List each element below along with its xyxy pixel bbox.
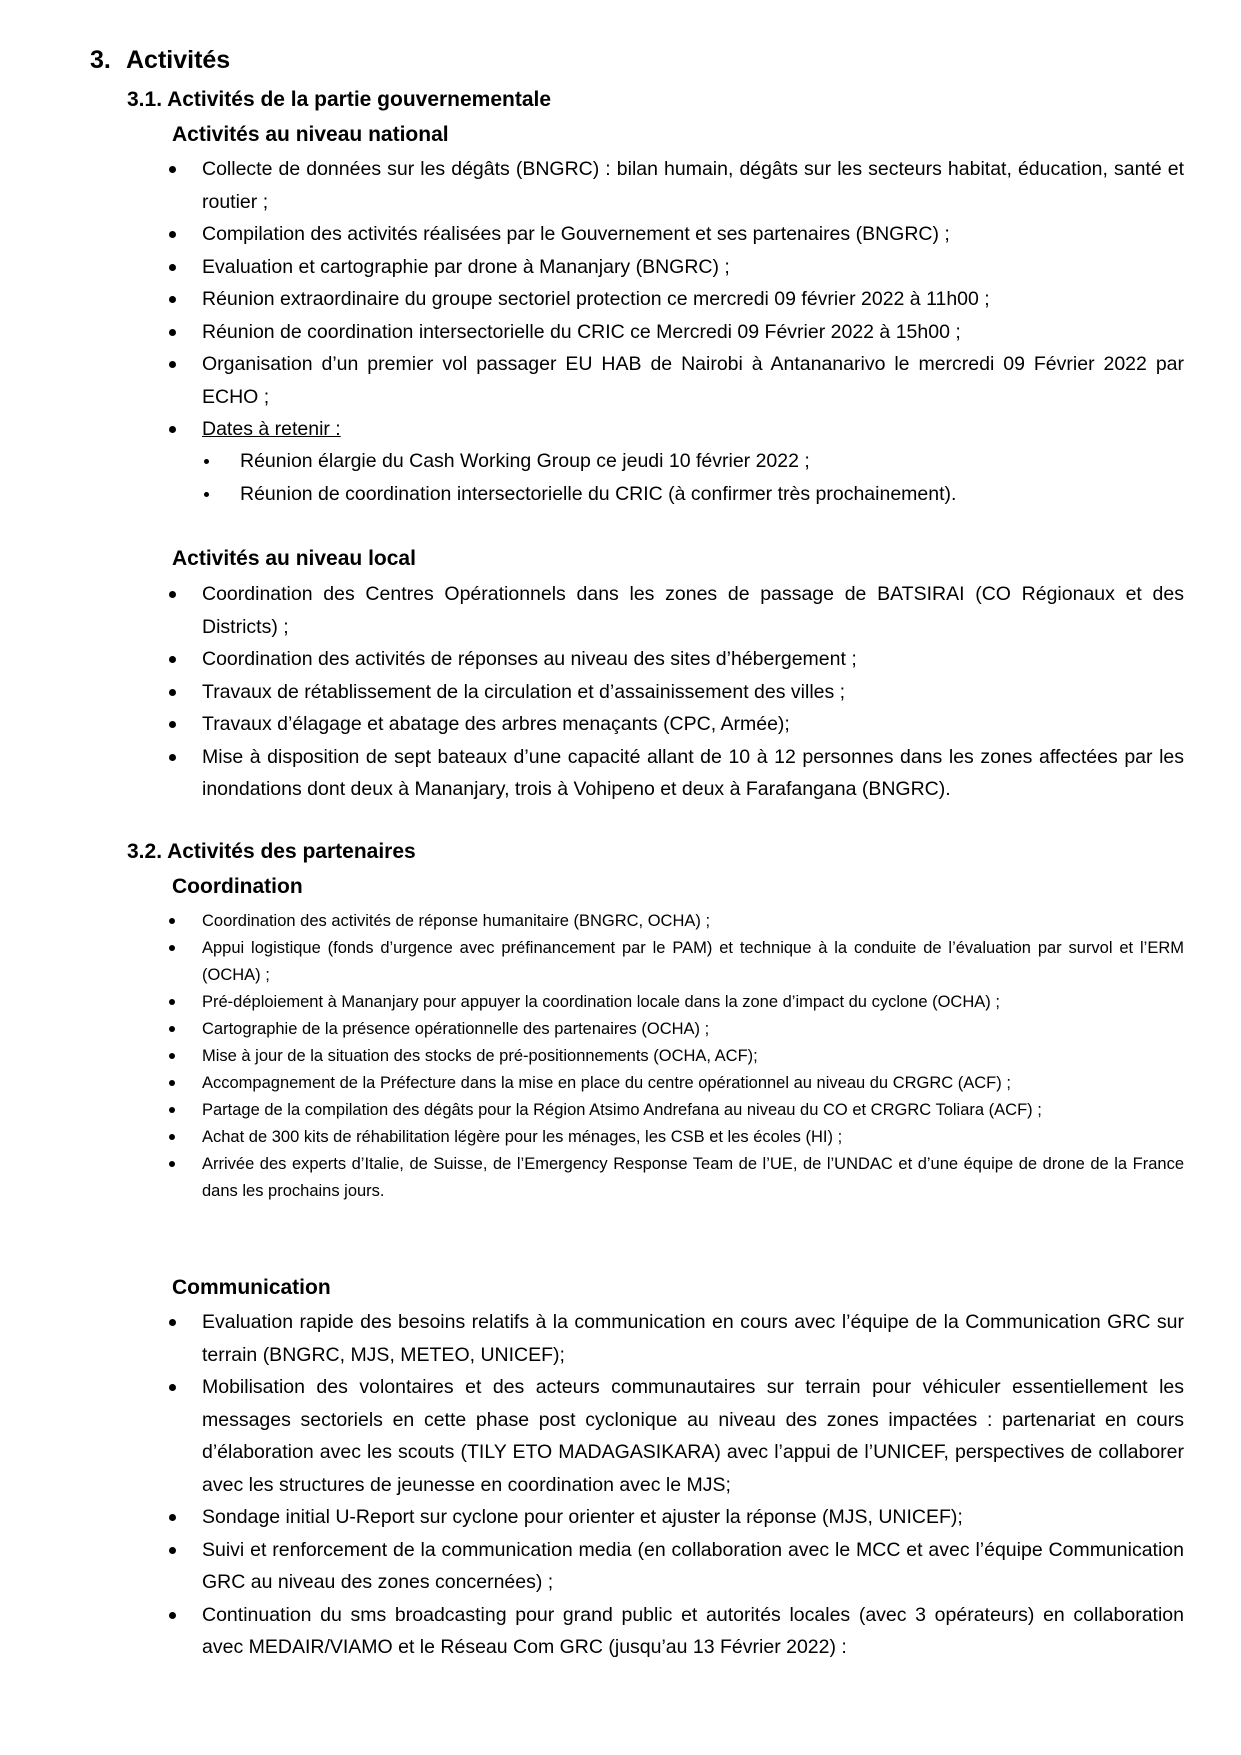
list-item: Cartographie de la présence opérationnelle des partenaires (OCHA) ; <box>202 1016 1184 1043</box>
bullet <box>169 1107 175 1113</box>
gov-heading: 3.1. Activités de la partie gouvernementale <box>127 88 552 111</box>
bullet <box>169 656 176 663</box>
list-item: Réunion de coordination intersectorielle du CRIC (à confirmer très prochainement). <box>240 478 1184 511</box>
list-item: Travaux de rétablissement de la circulation et d’assainissement des villes ; <box>202 676 1184 709</box>
list-item: Pré-déploiement à Mananjary pour appuyer la coordination locale dans la zone d’impact du cyclone (OCHA) ; <box>202 989 1184 1016</box>
list-item: Partage de la compilation des dégâts pour la Région Atsimo Andrefana au niveau du CO et CRGRC Toliara (ACF) ; <box>202 1097 1184 1124</box>
list-item: Accompagnement de la Préfecture dans la mise en place du centre opérationnel au niveau du CRGRC (ACF) ; <box>202 1070 1184 1097</box>
dates-label: Dates à retenir : <box>202 418 341 440</box>
bullet <box>169 1514 176 1521</box>
list-item: Coordination des activités de réponse humanitaire (BNGRC, OCHA) ; <box>202 908 1184 935</box>
section-number: 3. <box>90 46 111 74</box>
list-item: Appui logistique (fonds d’urgence avec préfinancement par le PAM) et technique à la conduite de l’évaluation par survol et l’ERM (OCHA) ; <box>202 935 1184 989</box>
list-item: Sondage initial U-Report sur cyclone pour orienter et ajuster la réponse (MJS, UNICEF); <box>202 1501 1184 1534</box>
coordination-heading: Coordination <box>172 875 303 898</box>
bullet <box>169 1384 176 1391</box>
list-item: Coordination des Centres Opérationnels dans les zones de passage de BATSIRAI (CO Régionaux et des Districts) ; <box>202 578 1184 643</box>
communication-list <box>202 1306 1184 1664</box>
bullet <box>169 945 175 951</box>
bullet <box>169 918 175 924</box>
list-item: Continuation du sms broadcasting pour grand public et autorités locales (avec 3 opérateurs) en collaboration avec MEDAIR/VIAMO et le Réseau Com GRC (jusqu’au 13 Février 2022) : <box>202 1599 1184 1664</box>
list-item: Evaluation et cartographie par drone à Mananjary (BNGRC) ; <box>202 251 1184 284</box>
bullet <box>169 591 176 598</box>
local-list <box>202 578 1184 806</box>
bullet <box>169 1319 176 1326</box>
list-item: Suivi et renforcement de la communication media (en collaboration avec le MCC et avec l’équipe Communication GRC au niveau des zones concernées) ; <box>202 1534 1184 1599</box>
national-list <box>202 153 1184 446</box>
bullet <box>169 754 176 761</box>
bullet <box>204 492 209 497</box>
section-title: Activités <box>126 46 231 74</box>
list-item: Mise à disposition de sept bateaux d’une capacité allant de 10 à 12 personnes dans les zones affectées par les inondations dont deux à Mananjary, trois à Vohipeno et deux à Farafangana (BNGRC). <box>202 741 1184 806</box>
list-item: Arrivée des experts d’Italie, de Suisse, de l’Emergency Response Team de l’UE, de l’UNDAC et d’une équipe de drone de la France dans les prochains jours. <box>202 1151 1184 1205</box>
bullet <box>169 1612 176 1619</box>
national-heading: Activités au niveau national <box>172 123 449 146</box>
bullet <box>169 264 176 271</box>
list-item: Organisation d’un premier vol passager EU HAB de Nairobi à Antananarivo le mercredi 09 Février 2022 par ECHO ; <box>202 348 1184 413</box>
list-item: Réunion extraordinaire du groupe sectoriel protection ce mercredi 09 février 2022 à 11h00 ; <box>202 283 1184 316</box>
bullet <box>169 721 176 728</box>
bullet <box>169 1053 175 1059</box>
list-item: Evaluation rapide des besoins relatifs à la communication en cours avec l’équipe de la Communication GRC sur terrain (BNGRC, MJS, METEO, UNICEF); <box>202 1306 1184 1371</box>
partners-heading: 3.2. Activités des partenaires <box>127 840 416 863</box>
communication-heading: Communication <box>172 1276 331 1299</box>
bullet <box>169 231 176 238</box>
bullet <box>169 426 176 433</box>
bullet <box>169 999 175 1005</box>
bullet <box>204 459 209 464</box>
list-item <box>202 413 1184 446</box>
list-item: Travaux d’élagage et abatage des arbres menaçants (CPC, Armée); <box>202 708 1184 741</box>
bullet <box>169 1134 175 1140</box>
local-heading: Activités au niveau local <box>172 547 416 570</box>
dates-list <box>240 445 1184 510</box>
list-item: Achat de 300 kits de réhabilitation légère pour les ménages, les CSB et les écoles (HI) ; <box>202 1124 1184 1151</box>
list-item: Coordination des activités de réponses au niveau des sites d’hébergement ; <box>202 643 1184 676</box>
coordination-list <box>202 908 1184 1205</box>
list-item: Réunion de coordination intersectorielle du CRIC ce Mercredi 09 Février 2022 à 15h00 ; <box>202 316 1184 349</box>
bullet <box>169 1161 175 1167</box>
list-item: Réunion élargie du Cash Working Group ce jeudi 10 février 2022 ; <box>240 445 1184 478</box>
bullet <box>169 689 176 696</box>
list-item: Collecte de données sur les dégâts (BNGRC) : bilan humain, dégâts sur les secteurs habitat, éducation, santé et routier ; <box>202 153 1184 218</box>
list-item: Compilation des activités réalisées par le Gouvernement et ses partenaires (BNGRC) ; <box>202 218 1184 251</box>
bullet <box>169 166 176 173</box>
list-item: Mise à jour de la situation des stocks de pré-positionnements (OCHA, ACF); <box>202 1043 1184 1070</box>
bullet <box>169 329 176 336</box>
bullet <box>169 361 176 368</box>
bullet <box>169 1547 176 1554</box>
bullet <box>169 1080 175 1086</box>
list-item: Mobilisation des volontaires et des acteurs communautaires sur terrain pour véhiculer essentiellement les messages sectoriels en cette phase post cyclonique au niveau des zones impactées : partenariat en cours d’élaboration avec les scouts (TILY ETO MADAGASIKARA) avec l’appui de l’UNICEF, perspectives de collaborer avec les structures de jeunesse en coordination avec le MJS; <box>202 1371 1184 1501</box>
section-heading <box>90 44 230 76</box>
bullet <box>169 296 176 303</box>
bullet <box>169 1026 175 1032</box>
